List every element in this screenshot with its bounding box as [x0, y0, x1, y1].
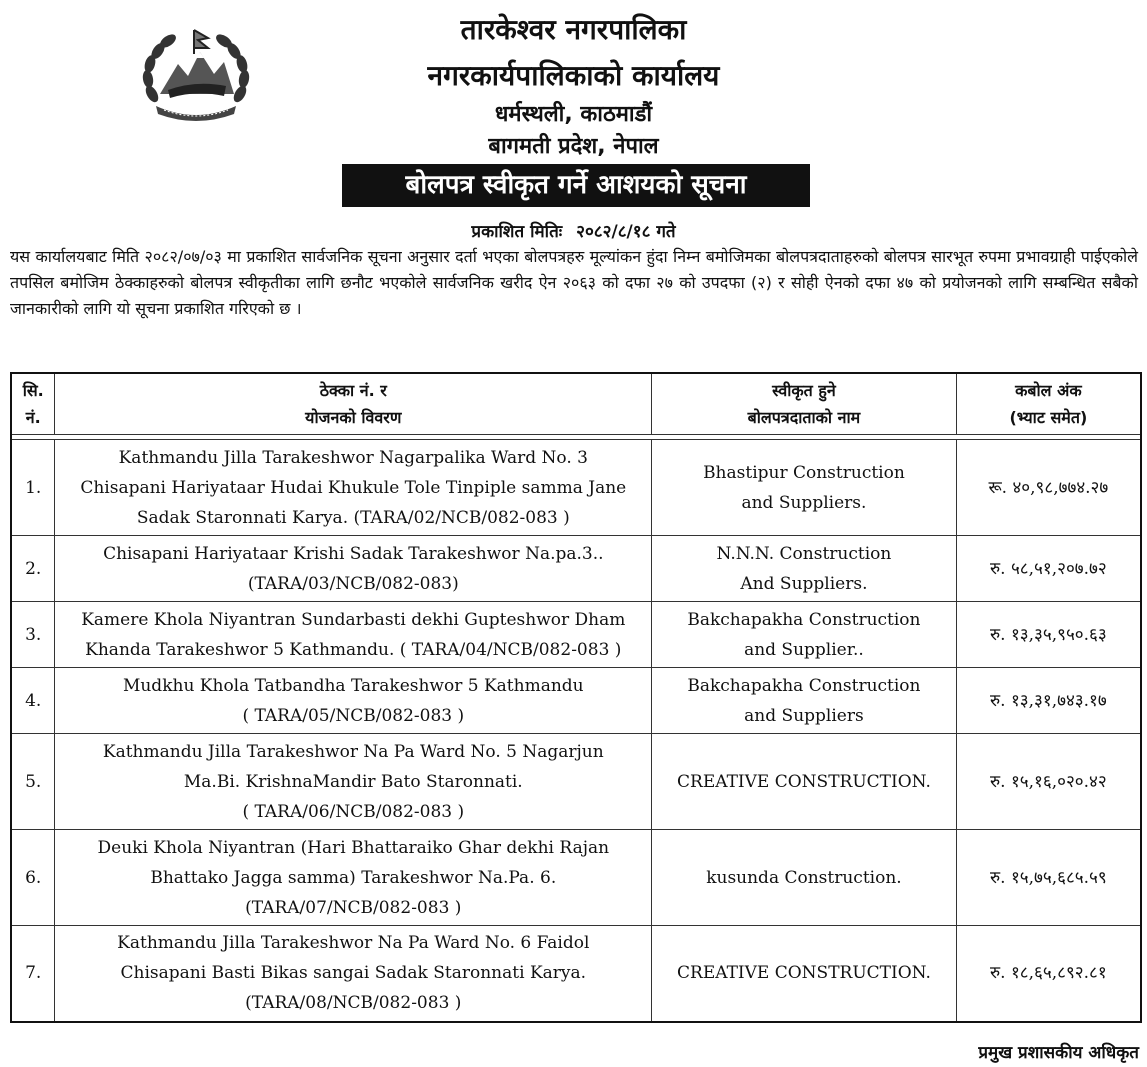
bidder-line: CREATIVE CONSTRUCTION. [677, 771, 931, 792]
bidder-line: and Suppliers. [741, 492, 867, 513]
serial-number: 4. [11, 668, 55, 734]
description-line: Chisapani Hariyataar Hudai Khukule Tole Tinpiple samma Jane [80, 477, 627, 498]
notice-title: बोलपत्र स्वीकृत गर्ने आशयको सूचना [342, 164, 810, 207]
contract-description [55, 440, 652, 536]
description-line: Deuki Khola Niyantran (Hari Bhattaraiko Ghar dekhi Rajan [97, 837, 610, 858]
bidder-name [652, 734, 957, 830]
bidder-name [652, 440, 957, 536]
bid-amount: रु. ५८,५१,२०७.७२ [956, 536, 1141, 602]
bid-amount: रू. ४०,९८,७७४.२७ [956, 440, 1141, 536]
bidder-line: CREATIVE CONSTRUCTION. [677, 963, 931, 984]
table-body [11, 435, 1141, 1022]
bidder-line: Bakchapakha Construction [687, 609, 921, 630]
header-serial [11, 373, 55, 435]
header-contract-line1: ठेक्का नं. र [319, 381, 387, 400]
header-contract [55, 373, 652, 435]
description-line: ( TARA/05/NCB/082-083 ) [242, 705, 465, 726]
published-date: २०८२/८/१८ गते [576, 222, 676, 242]
header-amount-line2: (भ्याट समेत) [1009, 408, 1088, 427]
intro-paragraph: यस कार्यालयबाट मिति २०८२/०७/०३ मा प्रकाशित सार्वजनिक सूचना अनुसार दर्ता भएका बोलपत्रहरु मूल्यांकन हुंदा निम्न बमोजिमका बोलपत्रदाताहरुको बोलपत्र सारभूत रुपमा प्रभावग्राही पाईएकोले तपसिल बमोजिम ठेक्काहरुको बोलपत्र स्वीकृतीका लागि छनौट भएकोले सार्वजनिक खरीद ऐन २०६३ को दफा २७ को उपदफा (२) र सोही ऐनको दफा ४७ को प्रयोजनको लागि सम्बन्धित सबैको जानकारीको लागि यो सूचना प्रकाशित गरिएको छ । [10, 247, 1138, 318]
bid-amount: रु. १५,७५,६८५.५९ [956, 830, 1141, 926]
bidder-name [652, 926, 957, 1022]
header-serial-line1: सि. [22, 381, 44, 400]
contract-description [55, 602, 652, 668]
description-line: Kathmandu Jilla Tarakeshwor Na Pa Ward No. 5 Nagarjun [102, 741, 604, 762]
serial-number: 6. [11, 830, 55, 926]
table-header-row [11, 373, 1141, 435]
header-bidder-line1: स्वीकृत हुने [772, 381, 836, 400]
header-amount [956, 373, 1141, 435]
published-label: प्रकाशित मितिः [471, 222, 563, 242]
header-contract-line2: योजनको विवरण [305, 408, 402, 427]
serial-number: 7. [11, 926, 55, 1022]
bid-amount: रु. १८,६५,८९२.८१ [956, 926, 1141, 1022]
description-line: Bhattako Jagga samma) Tarakeshwor Na.Pa. 6. [150, 867, 557, 888]
table-row [11, 668, 1141, 734]
contract-description [55, 926, 652, 1022]
serial-number: 2. [11, 536, 55, 602]
table-row [11, 926, 1141, 1022]
bidder-line: N.N.N. Construction [716, 543, 892, 564]
description-line: Sadak Staronnati Karya. (TARA/02/NCB/082-083 ) [136, 507, 570, 528]
table-row [11, 440, 1141, 536]
description-line: Kathmandu Jilla Tarakeshwor Na Pa Ward No. 6 Faidol [117, 933, 590, 954]
bidder-name [652, 602, 957, 668]
description-line: Khanda Tarakeshwor 5 Kathmandu. ( TARA/04/NCB/082-083 ) [85, 639, 622, 660]
header-bidder-line2: बोलपत्रदाताको नाम [747, 408, 861, 427]
bid-amount: रु. १३,३१,७४३.१७ [956, 668, 1141, 734]
description-line: Chisapani Basti Bikas sangai Sadak Staronnati Karya. [120, 963, 587, 984]
table-row [11, 830, 1141, 926]
municipality-name: तारकेश्वर नगरपालिका [460, 13, 687, 46]
description-line: Mudkhu Khola Tatbandha Tarakeshwor 5 Kathmandu [122, 675, 584, 696]
description-line: (TARA/08/NCB/082-083 ) [245, 993, 462, 1014]
bidder-line: Bakchapakha Construction [687, 675, 921, 696]
description-line: (TARA/07/NCB/082-083 ) [245, 897, 462, 918]
table-row [11, 734, 1141, 830]
contract-description [55, 734, 652, 830]
contract-description [55, 536, 652, 602]
description-line: Kamere Khola Niyantran Sundarbasti dekhi Gupteshwor Dham [81, 609, 626, 630]
award-table [10, 372, 1142, 1023]
bidder-line: And Suppliers. [740, 573, 868, 594]
serial-number: 5. [11, 734, 55, 830]
serial-number: 1. [11, 440, 55, 536]
bidder-name [652, 668, 957, 734]
description-line: Kathmandu Jilla Tarakeshwor Nagarpalika Ward No. 3 [118, 447, 588, 468]
province-country: बागमती प्रदेश, नेपाल [488, 134, 659, 159]
bidder-name [652, 536, 957, 602]
bidder-name [652, 830, 957, 926]
header-bidder [652, 373, 957, 435]
signature-title: प्रमुख प्रशासकीय अधिकृत [978, 1043, 1139, 1063]
published-date-line [0, 219, 1147, 242]
header-serial-line2: नं. [25, 408, 41, 427]
office-name: नगरकार्यपालिकाको कार्यालय [427, 59, 720, 92]
office-location: धर्मस्थली, काठमाडौं [494, 102, 653, 127]
serial-number: 3. [11, 602, 55, 668]
header-amount-line1: कबोल अंक [1015, 381, 1082, 400]
description-line: (TARA/03/NCB/082-083) [247, 573, 459, 594]
bidder-line: kusunda Construction. [706, 867, 902, 888]
table-row [11, 536, 1141, 602]
bidder-line: and Supplier.. [744, 639, 864, 660]
description-line: Ma.Bi. KrishnaMandir Bato Staronnati. [183, 771, 523, 792]
description-line: ( TARA/06/NCB/082-083 ) [242, 801, 465, 822]
bid-amount: रु. १५,१६,०२०.४२ [956, 734, 1141, 830]
description-line: Chisapani Hariyataar Krishi Sadak Tarakeshwor Na.pa.3.. [103, 543, 604, 564]
contract-description [55, 668, 652, 734]
bid-amount: रु. १३,३५,९५०.६३ [956, 602, 1141, 668]
bidder-line: and Suppliers [744, 705, 864, 726]
bidder-line: Bhastipur Construction [703, 462, 905, 483]
contract-description [55, 830, 652, 926]
table-row [11, 602, 1141, 668]
